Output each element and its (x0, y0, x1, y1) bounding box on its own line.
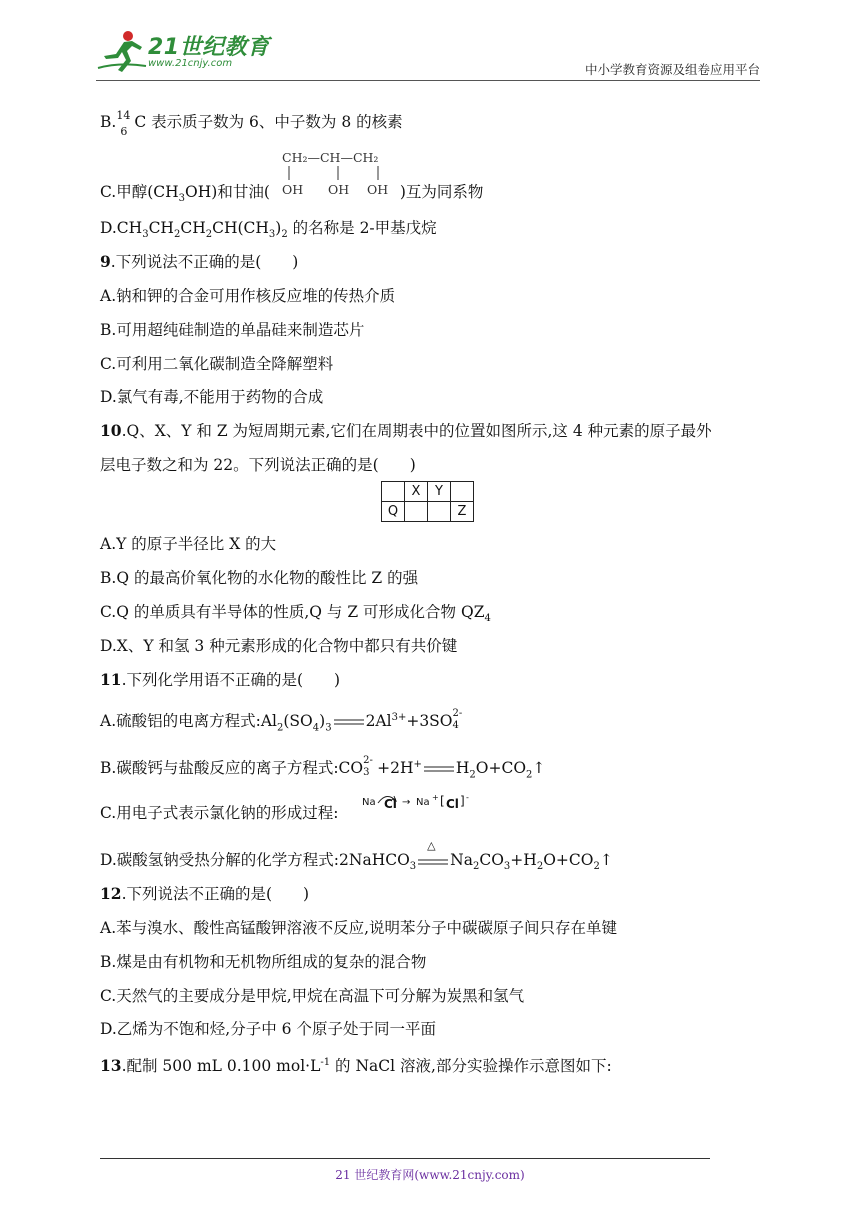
table-cell (428, 502, 451, 522)
footer-text: 21 世纪教育网(www.21cnjy.com) (335, 1168, 525, 1182)
periodic-table-snippet (381, 481, 474, 522)
option-8c: C.甲醇$(CH_3OH)$和甘油( )互为同系物 (100, 183, 484, 205)
glycerol-structure: CH₂—CH—CH₂ OH OH OH (272, 150, 397, 200)
option-9a: A.钠和钾的合金可用作核反应堆的传热介质 (100, 287, 396, 305)
equals-sign-icon (334, 718, 364, 726)
option-10b: B.Q 的最高价氧化物的水化物的酸性比 Z 的强 (100, 569, 419, 587)
option-11b: B.碳酸钙与盐酸反应的离子方程式:CO 2- 3 +2H+ $H_2O+CO_2↑$ (100, 755, 546, 781)
table-cell (451, 482, 474, 502)
table-cell: Z (451, 502, 474, 522)
table-cell: Q (382, 502, 405, 522)
table-cell (382, 482, 405, 502)
table-cell: X (405, 482, 428, 502)
header-divider (96, 80, 760, 81)
table-row (382, 502, 474, 522)
option-9b: B.可用超纯硅制造的单晶硅来制造芯片 (100, 321, 365, 339)
question-13: 13.配制 500 mL 0.100 $mol\cdot L^{-1}$ 的 NaCl 溶液,部分实验操作示意图如下: (100, 1056, 612, 1076)
question-10-line2: 层电子数之和为 22。下列说法正确的是( ) (100, 456, 416, 474)
option-12c: C.天然气的主要成分是甲烷,甲烷在高温下可分解为炭黑和氢气 (100, 987, 525, 1005)
option-9c: C.可利用二氧化碳制造全降解塑料 (100, 355, 334, 373)
equals-sign-icon (424, 765, 454, 773)
option-11c: C.用电子式表示氯化钠的形成过程: (100, 804, 339, 822)
header-platform-text: 中小学教育资源及组卷应用平台 (584, 62, 760, 77)
option-8b: B. 14 6 C 表示质子数为 6、中子数为 8 的核素 (100, 109, 403, 138)
table-row (382, 482, 474, 502)
option-8d: $D.CH_3CH_2CH_2CH(CH_3)_2$ 的名称是 2-甲基戊烷 (100, 219, 437, 241)
question-12: 12.下列说法不正确的是( ) (100, 884, 310, 903)
option-9d: D.氯气有毒,不能用于药物的合成 (100, 388, 324, 406)
option-10c: C.Q 的单质具有半导体的性质,Q 与 Z 可形成化合物 $QZ_4$ (100, 603, 491, 625)
footer-divider (100, 1158, 710, 1159)
nacl-electron-dot: Na Cl → Na + [ Cl ] - (362, 793, 469, 811)
option-11a: A.硫酸铝的电离方程式$:Al_2(SO_4)_3$ $2Al^{3+}+3SO$ 2- 4 (100, 708, 463, 734)
option-10a: A.Y 的原子半径比 X 的大 (100, 535, 277, 553)
equals-sign-icon (418, 858, 448, 866)
table-cell (405, 502, 428, 522)
logo-text: 21世纪教育 (148, 35, 270, 60)
table-cell: Y (428, 482, 451, 502)
logo-url: www.21cnjy.com (148, 58, 233, 69)
question-10: 10.Q、X、Y 和 Z 为短周期元素,它们在周期表中的位置如图所示,这 4 种元素的原子最外 (100, 421, 712, 440)
option-12a: A.苯与溴水、酸性高锰酸钾溶液不反应,说明苯分子中碳碳原子间只存在单键 (100, 919, 618, 937)
site-logo (96, 28, 270, 80)
glycerol-bonds (272, 164, 397, 182)
question-11: 11.下列化学用语不正确的是( ) (100, 670, 341, 689)
option-12b: B.煤是由有机物和无机物所组成的复杂的混合物 (100, 953, 427, 971)
option-11d: D.碳酸氢钠受热分解的化学方程式:2NaHCO$_3$ △ $Na_2CO_3+H_2O+CO_2↑$ (100, 839, 613, 873)
question-9: 9.下列说法不正确的是( ) (100, 252, 299, 271)
option-12d: D.乙烯为不饱和烃,分子中 6 个原子处于同一平面 (100, 1020, 436, 1038)
runner-logo-icon (96, 28, 148, 76)
option-10d: D.X、Y 和氢 3 种元素形成的化合物中都只有共价键 (100, 637, 458, 655)
